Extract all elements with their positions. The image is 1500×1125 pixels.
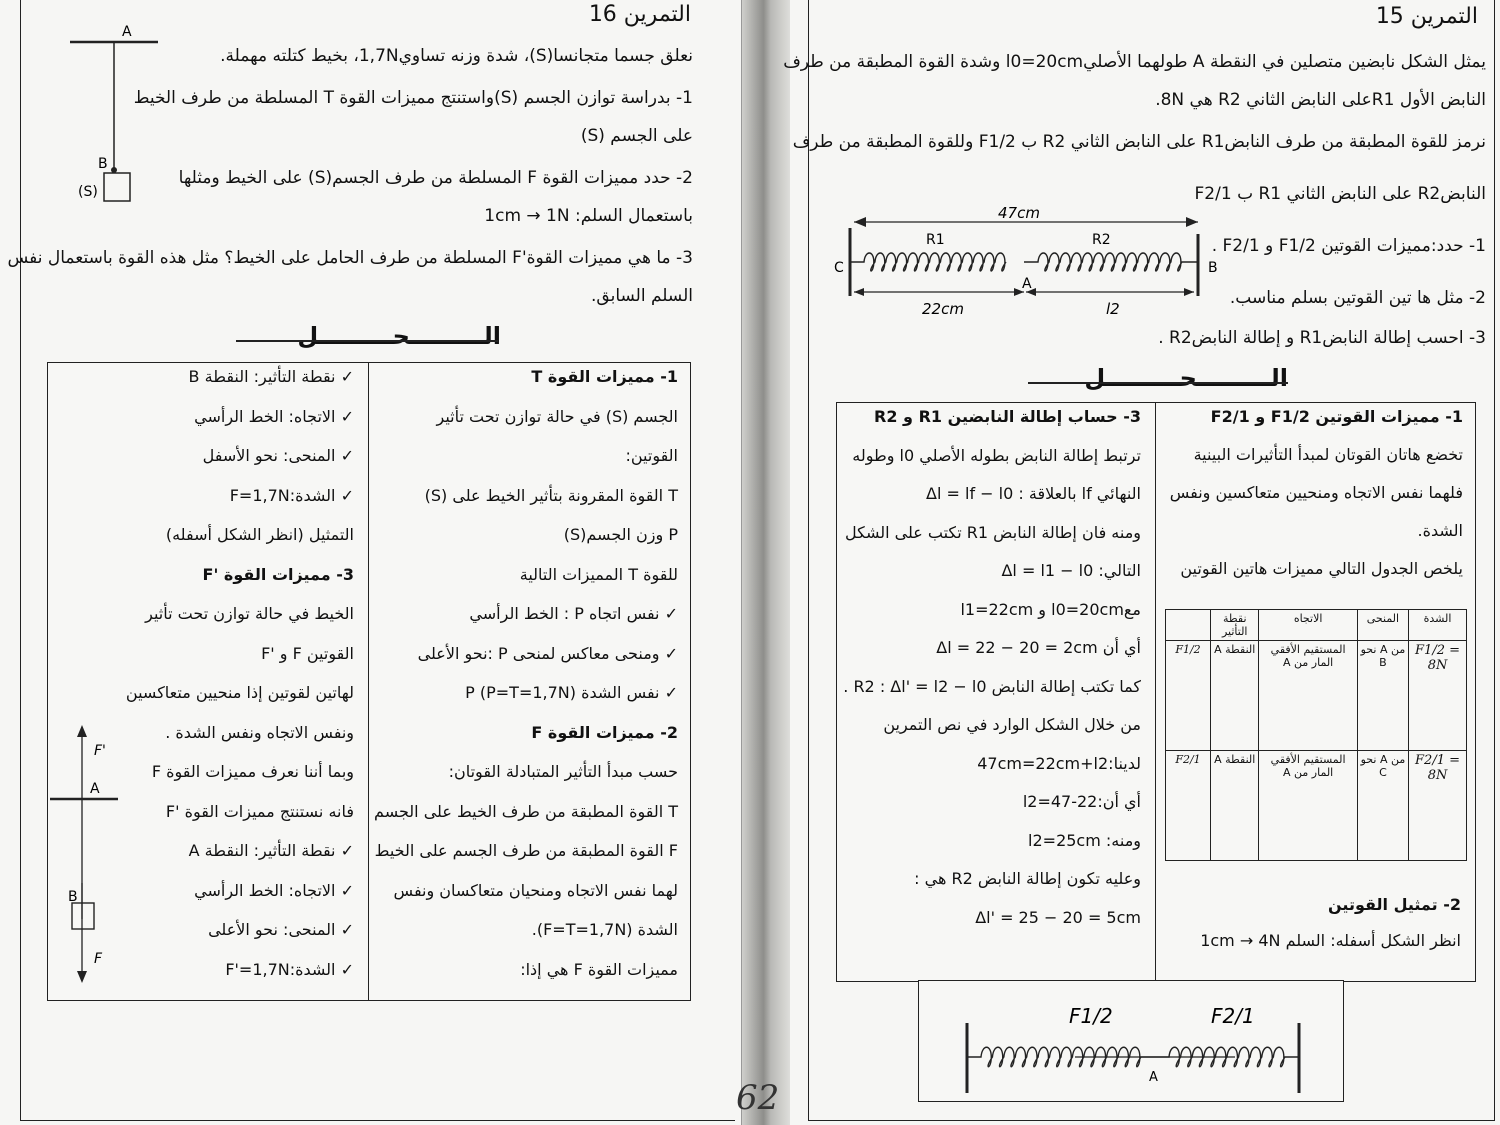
ex16-left-col-line: ✓ نقطة التأثير: النقطة B	[188, 367, 354, 386]
ex16-q2-b: باستعمال السلم: 1cm → 1N	[484, 206, 693, 226]
ex15-q1: 1- حدد:مميزات القوتين F1/2 و F2/1 .	[1211, 236, 1486, 256]
rope-forces-figure	[50, 723, 140, 993]
ex15-solution-left-column	[837, 403, 1153, 981]
ex15-left-col-line: أي أن:l2=47-22	[1022, 792, 1141, 811]
ex15-left-col-line: ترتبط إطالة النابض بطوله الأصلي l0 وطوله	[852, 445, 1141, 465]
column-divider	[1155, 403, 1156, 981]
ex15-right-col-bottom-line: انظر الشكل أسفله: السلم 1cm → 4N	[1200, 931, 1461, 950]
ex16-right-col-line: القوتين:	[625, 446, 678, 465]
ex15-left-col-line: وعليه تكون إطالة النابض R2 هي :	[914, 869, 1141, 888]
svg-text:B: B	[1208, 260, 1218, 276]
ex15-right-col-line: الشدة.	[1417, 521, 1463, 540]
svg-text:22cm: 22cm	[922, 300, 964, 318]
svg-text:B: B	[68, 889, 78, 905]
svg-text:C: C	[834, 260, 844, 276]
svg-text:F': F'	[94, 743, 106, 759]
svg-text:A: A	[1149, 1070, 1158, 1085]
ex16-right-col-line: ✓ نفس الشدة P (P=T=1,7N)	[465, 683, 678, 702]
ex15-right-col-line: تخضع هاتان القوتان لمبدأ التأثيرات البينية	[1193, 445, 1463, 464]
ex16-q3-a: 3- ما هي مميزات القوة'F المسلطة من طرف الحامل على الخيط؟ مثل هذه القوة باستعمال نفس	[7, 248, 693, 268]
ex15-left-col-line: أي أن Δl = 22 − 20 = 2cm	[936, 638, 1141, 657]
ex16-left-col-line: ونفس الاتجاه ونفس الشدة .	[165, 722, 354, 742]
springs-forces-figure-box	[918, 980, 1344, 1102]
ex15-line-1: يمثل الشكل نابضين متصلين في النقطة A طولهما الأصليl0=20cm وشدة القوة المطبقة من طرف	[783, 52, 1486, 72]
ex16-left-col-line: ✓ المنحى: نحو الأعلى	[208, 920, 354, 939]
ex15-line-4: النابضR2 على النابض الثاني R1 ب F2/1	[1194, 184, 1486, 204]
ex16-right-col-line: حسب مبدأ التأثير المتبادلة القوتان:	[448, 762, 678, 781]
ex16-right-col-line: F القوة المطبقة من طرف الجسم على الخيط	[374, 841, 678, 860]
ex16-left-col-line: ✓ الشدة:F'=1,7N	[225, 959, 354, 979]
ex16-left-col-line: ✓ المنحى: نحو الأسفل	[202, 446, 354, 465]
svg-text:(S): (S)	[78, 184, 98, 200]
ex16-left-col-line: ✓ نقطة التأثير: النقطة A	[188, 841, 354, 860]
ex16-right-col-line: للقوة T المميزات التالية	[519, 564, 678, 584]
springs-forces-figure	[919, 981, 1343, 1101]
ex15-left-col-line: لدينا:47cm=22cm+l2	[977, 753, 1141, 773]
ex16-right-col-line: T القوة المقرونة بتأثير الخيط على (S)	[424, 485, 678, 505]
springs-figure	[830, 200, 1230, 326]
ex16-q2-a: 2- حدد مميزات القوة F المسلطة من طرف الجسم(S) على الخيط ومثلها	[178, 168, 693, 188]
ex15-right-col-line: 1- مميزات القوتين F1/2 و F2/1	[1210, 407, 1463, 426]
exercise-16-title: التمرين 16	[588, 2, 691, 27]
svg-text:R2: R2	[1092, 232, 1111, 248]
svg-text:A: A	[90, 781, 100, 797]
ex15-line-2: النابض الأول R1على النابض الثاني R2 هي 8N.	[1155, 90, 1486, 110]
ex15-left-col-line: كما تكتب إطالة النابض R2 : Δl' = l2 − l0 .	[843, 676, 1141, 696]
ex15-left-col-line: 3- حساب إطالة النابضين R1 و R2	[874, 407, 1141, 426]
ex16-right-col-line: P وزن الجسم(S)	[563, 525, 678, 544]
ex15-solution-heading: الـــــــــحـــــــــل	[1084, 364, 1288, 392]
column-divider	[368, 363, 369, 1000]
svg-text:F1/2: F1/2	[1069, 1004, 1113, 1028]
ex16-solution-heading: الـــــــــحـــــــــل	[297, 322, 501, 350]
ex15-q2: 2- مثل ها تين القوتين بسلم مناسب.	[1229, 288, 1486, 308]
left-page	[0, 0, 742, 1125]
ex16-left-col-line: ✓ الاتجاه: الخط الرأسي	[194, 406, 354, 426]
forces-characteristics-table: نقطة التأثير الاتجاه المنحى الشدة F1/2 النقطة A المستقيم الأفقي المار من A من A نحو B F1/2 = 8N F2/1 النقطة A المستقيم الأفقي المار من A من A نحو C F2/1 = 8N	[1165, 609, 1467, 861]
svg-text:F2/1: F2/1	[1211, 1004, 1255, 1028]
svg-text:A: A	[122, 24, 132, 40]
ex16-right-col-line: لهما نفس الاتجاه ومنحيان متعاكسان ونفس	[393, 880, 678, 900]
ex16-q1-b: على الجسم (S)	[580, 126, 693, 146]
ex15-left-col-line: ومنه: l2=25cm	[1028, 830, 1141, 850]
svg-text:B: B	[98, 156, 108, 172]
solution-rule	[236, 340, 498, 342]
ex16-left-col-line: وبما أننا نعرف مميزات القوة F	[151, 762, 354, 781]
ex16-right-col-line: T القوة المطبقة من طرف الخيط على الجسم	[374, 801, 678, 821]
ex16-solution-box	[47, 362, 691, 1001]
ex16-left-col-line: 3- مميزات القوة 'F	[202, 564, 354, 584]
right-page	[783, 0, 1500, 1125]
ex16-right-col-line: ✓ نفس اتجاه P : الخط الرأسي	[469, 604, 678, 623]
ex16-intro: نعلق جسما متجانسا(S)، شدة وزنه تساوي1,7N، بخيط كتلته مهملة.	[220, 46, 693, 66]
ex15-right-col-bottom-line: 2- تمثيل القوتين	[1328, 895, 1461, 914]
book-gutter	[742, 0, 790, 1125]
ex15-left-col-line: معl0=20cm و l1=22cm	[960, 599, 1141, 619]
ex16-left-col-line: لهاتين لقوتين إذا منحيين متعاكسين	[125, 683, 354, 702]
ex16-left-col-line: ✓ الاتجاه: الخط الرأسي	[194, 880, 354, 900]
ex15-left-col-line: ومنه فان إطالة النابض R1 تكتب على الشكل	[844, 522, 1141, 542]
svg-text:A: A	[1022, 276, 1032, 292]
svg-text:R1: R1	[926, 232, 945, 248]
exercise-15-title: التمرين 15	[1375, 4, 1478, 29]
svg-text:47cm: 47cm	[998, 204, 1040, 222]
svg-text:F: F	[94, 951, 103, 967]
ex16-right-col-line: الشدة (F=T=1,7N).	[531, 920, 678, 939]
ex16-right-col-line: مميزات القوة F هي إذا:	[520, 959, 678, 979]
ex15-right-col-line: يلخص الجدول التالي مميزات هاتين القوتين	[1180, 559, 1463, 578]
solution-rule	[1028, 382, 1288, 384]
ex16-q1-a: 1- بدراسة توازن الجسم (S)واستنتج مميزات القوة T المسلطة من طرف الخيط	[133, 88, 693, 108]
ex16-left-col-line: ✓ الشدة:F=1,7N	[229, 485, 354, 505]
ex15-left-col-line: النهائي lf بالعلاقة : Δl = lf − l0	[926, 484, 1141, 503]
ex15-q3: 3- احسب إطالة النابضR1 و إطالة النابضR2 .	[1158, 328, 1486, 348]
ex16-right-col-line: 1- مميزات القوة T	[531, 367, 678, 386]
hanging-body-figure	[62, 18, 172, 208]
ex16-right-col-line: 2- مميزات القوة F	[531, 722, 678, 742]
ex15-line-3: نرمز للقوة المطبقة من طرف النابضR1 على النابض الثاني R2 ب F1/2 وللقوة المطبقة من طرف	[792, 132, 1486, 152]
ex16-left-col-line: التمثيل (انظر الشكل أسفله)	[165, 525, 354, 544]
ex16-solution-right-column	[370, 363, 690, 1000]
svg-text:l2: l2	[1106, 300, 1120, 318]
ex16-left-col-line: الخيط في حالة توازن تحت تأثير	[145, 604, 354, 623]
ex15-left-col-line: التالي: Δl = l1 − l0	[1001, 561, 1141, 580]
ex16-right-col-line: ✓ ومنحى معاكس لمنحى P :نحو الأعلى	[417, 643, 678, 663]
ex16-q3-b: السلم السابق.	[591, 286, 693, 306]
page-number: 62	[736, 1078, 780, 1118]
ex15-left-col-line: من خلال الشكل الوارد في نص التمرين	[883, 715, 1141, 734]
ex15-right-col-line: فلهما نفس الاتجاه ومنحيين متعاكسين ونفس	[1169, 483, 1463, 502]
ex16-left-col-line: القوتين F و 'F	[261, 643, 354, 663]
ex15-solution-box	[836, 402, 1476, 982]
ex16-left-col-line: فانه نستنتج مميزات القوة 'F	[165, 801, 354, 821]
ex15-left-col-line: Δl' = 25 − 20 = 5cm	[975, 907, 1141, 927]
ex16-right-col-line: الجسم (S) في حالة توازن تحت تأثير	[436, 406, 678, 426]
